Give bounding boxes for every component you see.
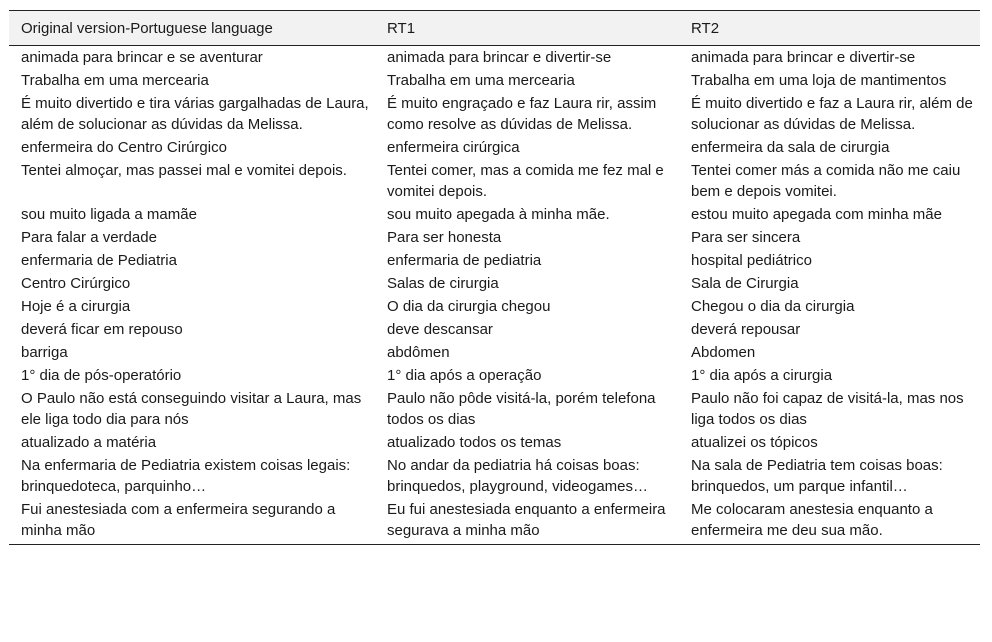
table-row xyxy=(9,318,980,341)
cell-original: Centro Cirúrgico xyxy=(21,275,131,292)
header-rt1: RT1 xyxy=(375,11,679,46)
cell-rt1: Paulo não pôde visitá-la, porém telefona todos os dias xyxy=(387,390,656,428)
cell-rt2: Abdomen xyxy=(691,344,756,361)
cell-rt1: É muito engraçado e faz Laura rir, assim como resolve as dúvidas de Melissa. xyxy=(387,95,657,133)
cell-rt1: Para ser honesta xyxy=(387,229,502,246)
cell-rt2: atualizei os tópicos xyxy=(691,434,818,451)
cell-original: atualizado a matéria xyxy=(21,434,157,451)
cell-rt1: Salas de cirurgia xyxy=(387,275,499,292)
table-row xyxy=(9,498,980,545)
table-row xyxy=(9,431,980,454)
cell-original: animada para brincar e se aventurar xyxy=(21,49,263,66)
cell-original: Tentei almoçar, mas passei mal e vomitei depois. xyxy=(21,162,347,179)
header-original: Original version-Portuguese language xyxy=(9,11,375,46)
table-header xyxy=(9,11,980,46)
table-row xyxy=(9,92,980,136)
cell-rt2: deverá repousar xyxy=(691,321,801,338)
cell-original: Trabalha em uma mercearia xyxy=(21,72,209,89)
cell-rt2: Sala de Cirurgia xyxy=(691,275,799,292)
cell-rt2: É muito divertido e faz a Laura rir, além de solucionar as dúvidas de Melissa. xyxy=(691,95,973,133)
table-row xyxy=(9,364,980,387)
table-row xyxy=(9,249,980,272)
cell-rt2: Tentei comer más a comida não me caiu bem e depois vomitei. xyxy=(691,162,961,200)
cell-rt1: animada para brincar e divertir-se xyxy=(387,49,612,66)
table-row xyxy=(9,136,980,159)
cell-original: Para falar a verdade xyxy=(21,229,157,246)
cell-rt2: Para ser sincera xyxy=(691,229,801,246)
cell-original: 1° dia de pós-operatório xyxy=(21,367,182,384)
cell-rt2: 1° dia após a cirurgia xyxy=(691,367,833,384)
cell-original: É muito divertido e tira várias gargalhadas de Laura, além de solucionar as dúvidas da Melissa. xyxy=(21,95,369,133)
table-row xyxy=(9,159,980,203)
cell-rt2: estou muito apegada com minha mãe xyxy=(691,206,942,223)
cell-rt1: enfermaria de pediatria xyxy=(387,252,542,269)
table-row xyxy=(9,454,980,498)
cell-rt1: 1° dia após a operação xyxy=(387,367,542,384)
table-row xyxy=(9,272,980,295)
cell-rt2: enfermeira da sala de cirurgia xyxy=(691,139,890,156)
cell-original: O Paulo não está conseguindo visitar a Laura, mas ele liga todo dia para nós xyxy=(21,390,362,428)
cell-rt1: Trabalha em uma mercearia xyxy=(387,72,575,89)
table-row xyxy=(9,226,980,249)
cell-original: deverá ficar em repouso xyxy=(21,321,183,338)
table-row xyxy=(9,69,980,92)
header-row xyxy=(9,11,980,46)
cell-rt1: No andar da pediatria há coisas boas: brinquedos, playground, videogames… xyxy=(387,457,648,495)
cell-rt1: enfermeira cirúrgica xyxy=(387,139,520,156)
table-row xyxy=(9,203,980,226)
cell-original: barriga xyxy=(21,344,68,361)
cell-original: sou muito ligada a mamãe xyxy=(21,206,197,223)
cell-rt1: Eu fui anestesiada enquanto a enfermeira segurava a minha mão xyxy=(375,498,679,545)
cell-rt1: abdômen xyxy=(387,344,450,361)
cell-rt1: Tentei comer, mas a comida me fez mal e vomitei depois. xyxy=(387,162,664,200)
cell-rt1: deve descansar xyxy=(387,321,493,338)
cell-rt2: Na sala de Pediatria tem coisas boas: brinquedos, um parque infantil… xyxy=(691,457,943,495)
translation-comparison-table xyxy=(9,10,980,545)
translation-comparison-table-container xyxy=(9,10,980,545)
cell-rt1: atualizado todos os temas xyxy=(387,434,562,451)
cell-rt2: Trabalha em uma loja de mantimentos xyxy=(691,72,947,89)
header-rt2: RT2 xyxy=(679,11,980,46)
table-row xyxy=(9,387,980,431)
cell-rt2: Paulo não foi capaz de visitá-la, mas nos liga todos os dias xyxy=(691,390,964,428)
table-row xyxy=(9,46,980,70)
cell-original: Fui anestesiada com a enfermeira segurando a minha mão xyxy=(9,498,375,545)
cell-original: Na enfermaria de Pediatria existem coisas legais: brinquedoteca, parquinho… xyxy=(21,457,351,495)
cell-rt2: Me colocaram anestesia enquanto a enfermeira me deu sua mão. xyxy=(679,498,980,545)
table-row xyxy=(9,341,980,364)
cell-rt2: hospital pediátrico xyxy=(691,252,812,269)
cell-original: enfermaria de Pediatria xyxy=(21,252,177,269)
cell-rt2: animada para brincar e divertir-se xyxy=(691,49,916,66)
cell-rt1: O dia da cirurgia chegou xyxy=(387,298,551,315)
table-row xyxy=(9,295,980,318)
cell-rt2: Chegou o dia da cirurgia xyxy=(691,298,855,315)
cell-original: Hoje é a cirurgia xyxy=(21,298,131,315)
cell-rt1: sou muito apegada à minha mãe. xyxy=(387,206,610,223)
table-body xyxy=(9,46,980,545)
cell-original: enfermeira do Centro Cirúrgico xyxy=(21,139,227,156)
